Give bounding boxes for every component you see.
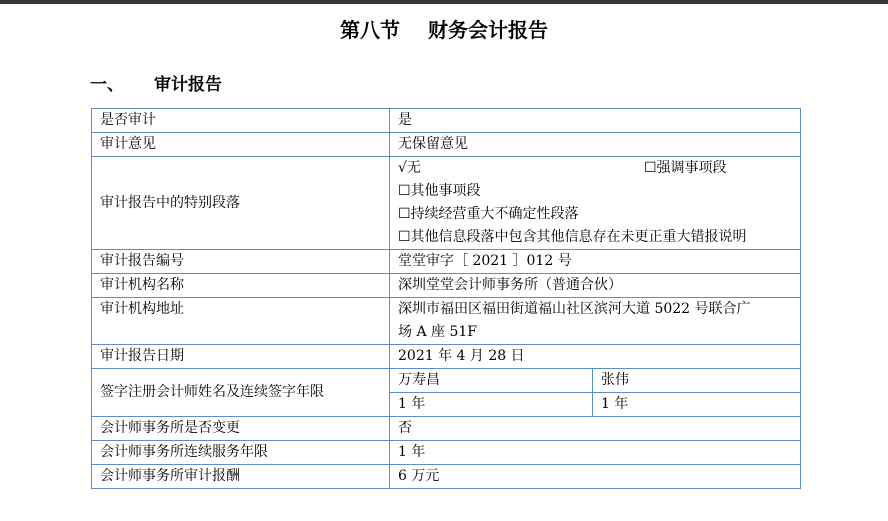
row-label: 审计意见 [92, 133, 390, 157]
row-label: 会计师事务所连续服务年限 [92, 441, 390, 465]
row-label: 签字注册会计师姓名及连续签字年限 [92, 369, 390, 417]
signer-name: 万寿昌 [390, 369, 593, 393]
row-value: 否 [390, 417, 801, 441]
row-value: 是 [390, 109, 801, 133]
row-label: 是否审计 [92, 109, 390, 133]
section-title [0, 14, 888, 43]
row-value: 6 万元 [390, 465, 801, 489]
table-row [92, 157, 801, 250]
row-value: 2021 年 4 月 28 日 [390, 345, 801, 369]
address-line-1: 深圳市福田区福田街道福山社区滨河大道 5022 号联合广 [398, 301, 751, 317]
row-value: 堂堂审字［ 2021 ］012 号 [390, 250, 801, 274]
table-row [92, 369, 801, 393]
signer-years: 1 年 [593, 393, 801, 417]
row-value: 1 年 [390, 441, 801, 465]
row-label: 审计报告日期 [92, 345, 390, 369]
row-value: 无保留意见 [390, 133, 801, 157]
table-row [92, 345, 801, 369]
row-label: 审计报告编号 [92, 250, 390, 274]
table-row [92, 109, 801, 133]
table-row [92, 441, 801, 465]
table-row [92, 133, 801, 157]
sub-heading-index: 一、 [90, 75, 124, 95]
table-row [92, 298, 801, 345]
row-label: 审计机构名称 [92, 274, 390, 298]
signer-name: 张伟 [593, 369, 801, 393]
address-line-2: 场 A 座 51F [398, 324, 477, 340]
top-border [0, 0, 888, 4]
address-value [390, 298, 801, 345]
sub-heading [90, 70, 222, 95]
sub-heading-text: 审计报告 [154, 75, 222, 95]
row-label: 审计报告中的特别段落 [92, 157, 390, 250]
option-other-info: ☐其他信息段落中包含其他信息存在未更正重大错报说明 [398, 229, 747, 245]
row-label: 审计机构地址 [92, 298, 390, 345]
table-row [92, 465, 801, 489]
section-title-text: 财务会计报告 [428, 18, 548, 42]
signer-years: 1 年 [390, 393, 593, 417]
section-number: 第八节 [340, 18, 400, 42]
table-row [92, 274, 801, 298]
option-emphasis: ☐强调事项段 [644, 160, 727, 176]
audit-info-table [91, 108, 801, 489]
row-value: 深圳堂堂会计师事务所（普通合伙） [390, 274, 801, 298]
row-label: 会计师事务所审计报酬 [92, 465, 390, 489]
row-label: 会计师事务所是否变更 [92, 417, 390, 441]
option-none: √无 [398, 160, 421, 176]
table-row [92, 250, 801, 274]
table-row [92, 417, 801, 441]
option-other-matters: ☐其他事项段 [398, 183, 481, 199]
option-going-concern: ☐持续经营重大不确定性段落 [398, 206, 579, 222]
special-paragraph-options [390, 157, 801, 250]
